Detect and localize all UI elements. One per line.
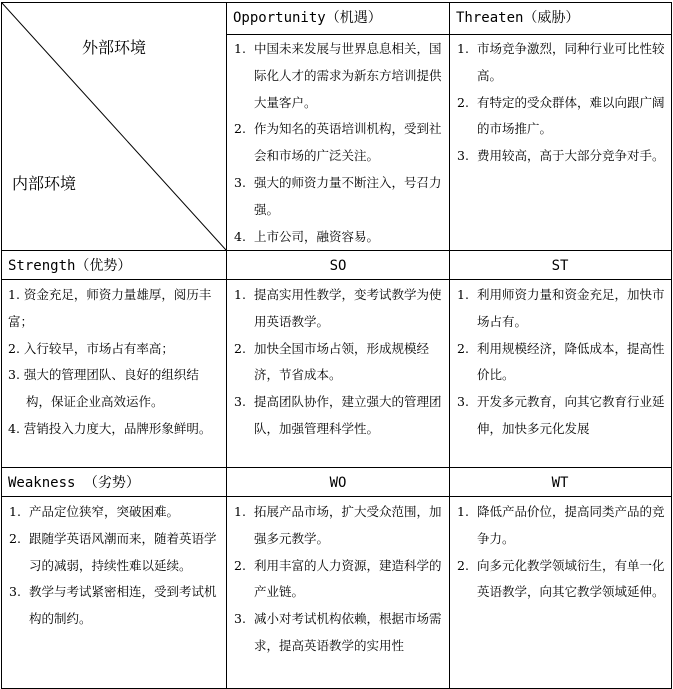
list-item <box>3 526 224 580</box>
list-item <box>228 336 446 390</box>
list-item <box>451 389 667 443</box>
item-text: 费用较高，高于大部分竞争对手。 <box>477 148 665 164</box>
header-rule-top <box>227 34 672 35</box>
wt-header: WT <box>551 475 569 491</box>
external-env-label: 外部环境 <box>82 38 147 57</box>
item-number: 3. <box>457 394 469 410</box>
item-text: 利用规模经济，降低成本，提高性价比。 <box>477 340 665 383</box>
item-text: 市场竞争激烈，同种行业可比性较高。 <box>477 41 665 83</box>
item-number: 1. <box>234 41 246 56</box>
item-number: 3. <box>457 148 469 164</box>
list-item <box>3 579 224 633</box>
item-number: 1. <box>457 504 469 519</box>
wt-list <box>451 499 667 606</box>
list-item <box>451 282 667 336</box>
item-text: 减小对考试机构依赖，根据市场需求，提高英语教学的实用性 <box>254 611 442 653</box>
strength-item: 2. 入行较早，市场占有率高； <box>8 340 174 356</box>
item-text: 教学与考试紧密相连，受到考试机构的制约。 <box>29 584 217 627</box>
list-item <box>228 282 446 336</box>
wo-list <box>228 499 446 660</box>
item-text: 跟随学英语风潮而来，随着英语学习的减弱，持续性难以延续。 <box>29 530 217 573</box>
list-item <box>451 499 667 553</box>
st-cell <box>451 282 667 466</box>
strength-item: 1. 资金充足，师资力量雄厚，阅历丰富； <box>8 287 212 329</box>
item-text: 加快全国市场占领，形成规模经济，节省成本。 <box>254 340 430 383</box>
opportunity-cell <box>228 36 446 250</box>
item-text: 利用师资力量和资金充足，加快市场占有。 <box>477 287 665 329</box>
item-number: 2. <box>234 340 246 356</box>
list-item <box>228 116 446 170</box>
internal-env-label: 内部环境 <box>12 174 77 193</box>
item-text: 中国未来发展与世界息息相关，国际化人才的需求为新东方培训提供大量客户。 <box>254 41 442 110</box>
strength-item: 3. 强大的管理团队、良好的组织结构，保证企业高效运作。 <box>8 367 199 410</box>
item-number: 4. <box>234 228 246 244</box>
strength-item: 4. 营销投入力度大，品牌形象鲜明。 <box>8 420 212 436</box>
item-number: 2. <box>457 557 469 573</box>
header-rule-bottom <box>1 496 672 497</box>
st-header: ST <box>551 258 569 274</box>
header-rule-middle <box>1 279 672 280</box>
opportunity-list <box>228 36 446 250</box>
table-divider-col1 <box>226 2 227 688</box>
item-text: 开发多元教育，向其它教育行业延伸，加快多元化发展 <box>477 394 665 436</box>
threaten-header: Threaten（威胁） <box>456 10 580 26</box>
weakness-cell <box>3 499 224 687</box>
item-number: 2. <box>9 530 21 546</box>
table-divider-col2 <box>449 2 450 688</box>
weakness-list <box>3 499 224 633</box>
item-number: 1. <box>234 504 246 519</box>
item-text: 利用丰富的人力资源，建造科学的产业链。 <box>254 557 442 600</box>
wt-cell <box>451 499 667 687</box>
list-item <box>228 224 446 250</box>
item-number: 1. <box>457 287 469 302</box>
item-text: 降低产品价位，提高同类产品的竞争力。 <box>477 504 665 546</box>
so-header: SO <box>329 258 347 274</box>
item-number: 2. <box>457 94 469 110</box>
item-text: 提高团队协作，建立强大的管理团队，加强管理科学性。 <box>254 394 442 436</box>
item-text: 向多元化教学领域衍生，有单一化英语教学，向其它教学领域延伸。 <box>477 557 665 600</box>
threaten-cell <box>451 36 667 250</box>
item-number: 3. <box>234 174 246 190</box>
item-number: 2. <box>234 121 246 137</box>
list-item <box>228 553 446 607</box>
item-text: 拓展产品市场，扩大受众范围，加强多元教学。 <box>254 504 442 546</box>
item-text: 产品定位狭窄，突破困难。 <box>29 504 180 519</box>
list-item <box>228 36 446 116</box>
table-border-right <box>671 2 672 688</box>
list-item <box>451 143 667 170</box>
threaten-list <box>451 36 667 170</box>
row-divider-2 <box>1 467 672 468</box>
item-number: 1. <box>457 41 469 56</box>
item-text: 有特定的受众群体，难以向跟广阔的市场推广。 <box>477 94 665 137</box>
row-divider-1 <box>1 250 672 251</box>
list-item <box>451 90 667 144</box>
item-text: 提高实用性教学，变考试教学为使用英语教学。 <box>254 287 442 329</box>
strength-cell <box>8 282 222 466</box>
strength-header: Strength（优势） <box>8 258 132 274</box>
list-item <box>228 170 446 224</box>
st-list <box>451 282 667 443</box>
item-number: 3. <box>234 394 246 410</box>
item-number: 2. <box>234 557 246 573</box>
item-number: 3. <box>9 584 21 600</box>
item-number: 2. <box>457 340 469 356</box>
item-text: 上市公司，融资容易。 <box>254 228 380 244</box>
item-number: 3. <box>234 611 246 627</box>
list-item <box>451 553 667 607</box>
opportunity-header: Opportunity（机遇） <box>233 10 382 26</box>
list-item <box>228 389 446 443</box>
list-item <box>451 336 667 390</box>
item-number: 1. <box>9 504 21 519</box>
so-list <box>228 282 446 443</box>
wo-cell <box>228 499 446 687</box>
item-number: 1. <box>234 287 246 302</box>
list-item <box>451 36 667 90</box>
list-item <box>228 499 446 553</box>
item-text: 作为知名的英语培训机构，受到社会和市场的广泛关注。 <box>254 121 442 164</box>
corner-cell <box>2 3 226 250</box>
wo-header: WO <box>329 475 347 491</box>
list-item <box>3 499 224 526</box>
list-item <box>228 606 446 660</box>
so-cell <box>228 282 446 466</box>
weakness-header: Weakness （劣势） <box>8 475 140 491</box>
item-text: 强大的师资力量不断注入，号召力强。 <box>254 174 442 217</box>
